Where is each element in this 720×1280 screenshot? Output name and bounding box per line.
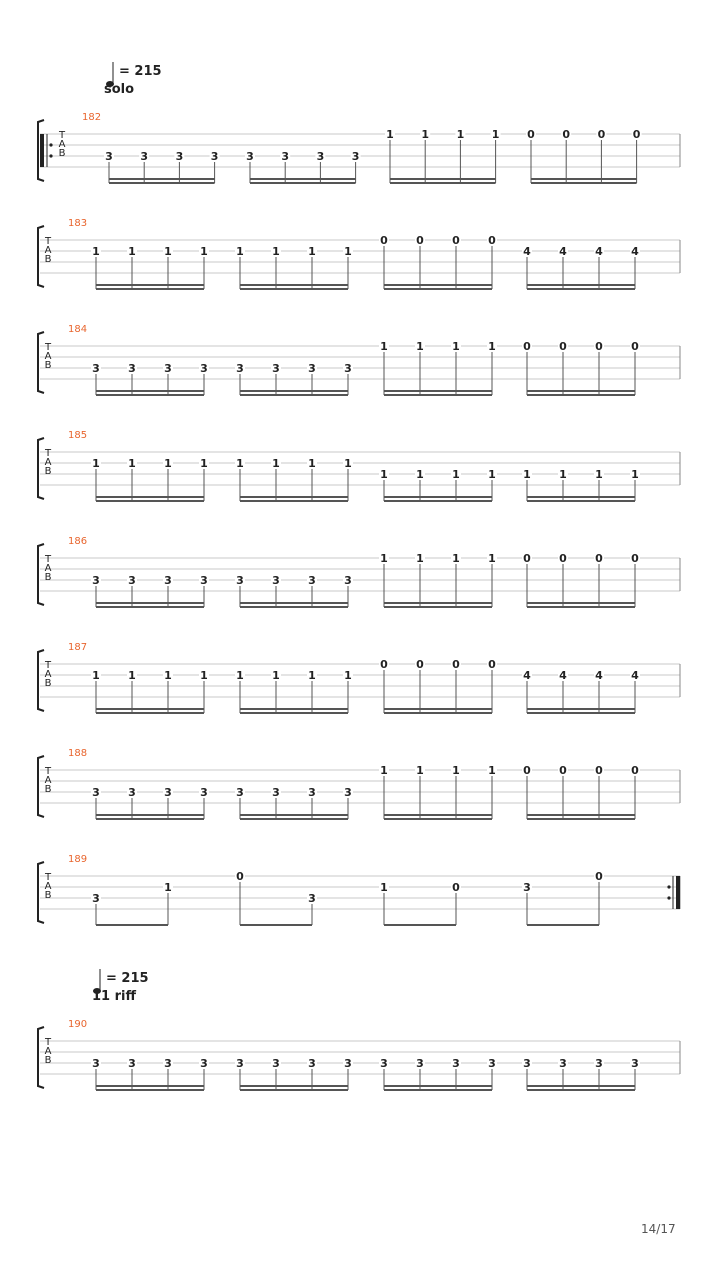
tab-clef-letter: B — [44, 254, 52, 265]
tab-clef-letter: A — [44, 881, 52, 892]
tab-system-188 — [38, 748, 680, 820]
fret-number: 1 — [452, 552, 460, 565]
measure-number: 184 — [68, 324, 88, 335]
fret-number: 1 — [200, 457, 208, 470]
fret-number: 0 — [597, 128, 606, 141]
fret-number: 1 — [344, 457, 352, 470]
fret-number: 3 — [308, 1057, 316, 1070]
fret-number: 3 — [164, 786, 172, 799]
fret-number: 1 — [272, 669, 280, 682]
note-beam — [531, 182, 637, 184]
tab-system-183 — [38, 218, 680, 290]
note-beam — [240, 606, 348, 608]
fret-number: 3 — [308, 574, 316, 587]
fret-number: 3 — [128, 1057, 136, 1070]
tab-system-189 — [38, 854, 680, 926]
note-beam — [527, 924, 599, 926]
fret-number: 3 — [92, 362, 100, 375]
tab-system-182 — [38, 112, 680, 184]
tab-clef-letter: B — [58, 148, 66, 159]
fret-number: 3 — [559, 1057, 567, 1070]
note-beam — [384, 500, 492, 502]
fret-number: 3 — [344, 362, 352, 375]
tab-clef-letter: T — [44, 236, 52, 247]
note-beam — [240, 500, 348, 502]
fret-number: 0 — [595, 870, 603, 883]
fret-number: 4 — [631, 245, 639, 258]
tab-clef-letter: T — [44, 766, 52, 777]
fret-number: 1 — [380, 552, 388, 565]
note-beam — [384, 712, 492, 714]
section-label: solo — [104, 82, 135, 97]
fret-number: 3 — [92, 1057, 100, 1070]
fret-number: 1 — [416, 468, 424, 481]
fret-number: 1 — [236, 669, 244, 682]
beam-group — [91, 881, 173, 926]
note-beam — [390, 178, 496, 180]
fret-number: 3 — [316, 150, 325, 163]
note-beam — [531, 178, 637, 180]
fret-number: 1 — [488, 468, 496, 481]
beam-group — [522, 245, 640, 290]
repeat-dot — [49, 154, 52, 157]
fret-number: 3 — [175, 150, 184, 163]
beam-group — [379, 881, 461, 926]
fret-number: 3 — [140, 150, 149, 163]
note-beam — [96, 284, 204, 286]
tempo-marking — [104, 62, 162, 97]
note-beam — [96, 500, 204, 502]
fret-number: 3 — [344, 786, 352, 799]
fret-number: 0 — [416, 234, 424, 247]
beam-group — [235, 669, 353, 714]
fret-number: 3 — [200, 786, 208, 799]
fret-number: 1 — [452, 340, 460, 353]
fret-number: 4 — [559, 245, 567, 258]
note-beam — [240, 394, 348, 396]
note-beam — [96, 818, 204, 820]
fret-number: 1 — [344, 245, 352, 258]
fret-number: 3 — [344, 574, 352, 587]
note-beam — [384, 1085, 492, 1087]
fret-number: 3 — [523, 881, 531, 894]
fret-number: 4 — [523, 245, 531, 258]
note-beam — [384, 288, 492, 290]
fret-number: 3 — [164, 1057, 172, 1070]
system-bracket — [38, 862, 44, 923]
note-beam — [96, 924, 168, 926]
note-beam — [384, 284, 492, 286]
note-beam — [527, 496, 635, 498]
fret-number: 1 — [416, 552, 424, 565]
fret-number: 1 — [308, 245, 316, 258]
tab-clef-letter: T — [44, 448, 52, 459]
page-number: 14/17 — [641, 1222, 676, 1236]
tempo-marking — [92, 969, 149, 1004]
fret-number: 3 — [128, 362, 136, 375]
fret-number: 1 — [308, 669, 316, 682]
repeat-start-thick-bar — [40, 134, 44, 167]
fret-number: 3 — [164, 362, 172, 375]
system-bracket — [38, 756, 44, 817]
note-beam — [109, 182, 215, 184]
fret-number: 1 — [452, 468, 460, 481]
note-beam — [384, 606, 492, 608]
fret-number: 1 — [164, 245, 172, 258]
system-bracket — [38, 544, 44, 605]
tab-clef-letter: A — [44, 563, 52, 574]
fret-number: 0 — [523, 764, 531, 777]
tab-clef-letter: T — [44, 1037, 52, 1048]
fret-number: 1 — [421, 128, 430, 141]
fret-number: 1 — [308, 457, 316, 470]
tab-clef-letter: T — [58, 130, 66, 141]
fret-number: 1 — [164, 457, 172, 470]
fret-number: 0 — [562, 128, 571, 141]
fret-number: 1 — [380, 764, 388, 777]
tab-clef-letter: T — [44, 660, 52, 671]
beam-group — [91, 245, 209, 290]
note-beam — [527, 602, 635, 604]
fret-number: 1 — [92, 245, 100, 258]
repeat-dot — [667, 896, 670, 899]
note-beam — [240, 924, 312, 926]
fret-number: 3 — [452, 1057, 460, 1070]
fret-number: 0 — [236, 870, 244, 883]
fret-number: 1 — [488, 764, 496, 777]
fret-number: 3 — [308, 362, 316, 375]
beam-group — [235, 245, 353, 290]
fret-number: 4 — [559, 669, 567, 682]
tab-clef-letter: B — [44, 360, 52, 371]
fret-number: 3 — [344, 1057, 352, 1070]
tab-clef-letter: B — [44, 466, 52, 477]
note-beam — [109, 178, 215, 180]
measure-number: 183 — [68, 218, 88, 229]
fret-number: 3 — [272, 1057, 280, 1070]
fret-number: 1 — [236, 457, 244, 470]
note-beam — [384, 394, 492, 396]
repeat-dot — [667, 885, 670, 888]
fret-number: 4 — [595, 245, 603, 258]
tab-clef-letter: A — [58, 139, 66, 150]
system-bracket — [38, 438, 44, 499]
system-bracket — [38, 226, 44, 287]
beam-group — [522, 669, 640, 714]
fret-number: 3 — [236, 1057, 244, 1070]
fret-number: 0 — [452, 881, 460, 894]
fret-number: 3 — [272, 574, 280, 587]
fret-number: 1 — [344, 669, 352, 682]
note-beam — [96, 1089, 204, 1091]
tab-system-185 — [38, 430, 680, 502]
note-beam — [527, 814, 635, 816]
tab-clef-letter: B — [44, 784, 52, 795]
system-bracket — [38, 650, 44, 711]
note-beam — [240, 284, 348, 286]
note-beam — [527, 394, 635, 396]
fret-number: 3 — [236, 574, 244, 587]
tab-clef-letter: A — [44, 457, 52, 468]
fret-number: 0 — [523, 340, 531, 353]
fret-number: 3 — [351, 150, 360, 163]
note-beam — [240, 288, 348, 290]
note-beam — [96, 496, 204, 498]
section-label: 11 riff — [92, 989, 137, 1004]
fret-number: 0 — [632, 128, 641, 141]
fret-number: 3 — [488, 1057, 496, 1070]
measure-number: 189 — [68, 854, 88, 865]
note-beam — [240, 602, 348, 604]
note-beam — [240, 496, 348, 498]
measure-number: 182 — [82, 112, 102, 123]
fret-number: 3 — [246, 150, 254, 163]
repeat-dot — [49, 143, 52, 146]
note-beam — [240, 712, 348, 714]
fret-number: 0 — [559, 552, 567, 565]
fret-number: 0 — [559, 764, 567, 777]
fret-number: 3 — [105, 150, 113, 163]
tab-system-187 — [38, 642, 680, 714]
fret-number: 3 — [380, 1057, 388, 1070]
fret-number: 1 — [595, 468, 603, 481]
note-beam — [240, 1089, 348, 1091]
note-beam — [527, 1089, 635, 1091]
fret-number: 0 — [452, 658, 460, 671]
fret-number: 1 — [380, 881, 388, 894]
note-beam — [240, 708, 348, 710]
fret-number: 3 — [272, 786, 280, 799]
tab-clef-letter: T — [44, 342, 52, 353]
fret-number: 1 — [488, 552, 496, 565]
fret-number: 1 — [92, 669, 100, 682]
tempo-value: = 215 — [119, 64, 162, 79]
fret-number: 1 — [272, 457, 280, 470]
fret-number: 3 — [164, 574, 172, 587]
fret-number: 3 — [595, 1057, 603, 1070]
fret-number: 3 — [200, 362, 208, 375]
note-beam — [96, 602, 204, 604]
tab-clef-letter: B — [44, 1055, 52, 1066]
fret-number: 1 — [559, 468, 567, 481]
fret-number: 1 — [92, 457, 100, 470]
note-beam — [96, 606, 204, 608]
note-beam — [96, 712, 204, 714]
note-beam — [527, 818, 635, 820]
fret-number: 0 — [559, 340, 567, 353]
fret-number: 0 — [631, 552, 639, 565]
tab-clef-letter: B — [44, 678, 52, 689]
fret-number: 3 — [631, 1057, 639, 1070]
note-beam — [250, 182, 356, 184]
fret-number: 3 — [308, 786, 316, 799]
fret-number: 0 — [488, 234, 496, 247]
fret-number: 3 — [92, 786, 100, 799]
tab-system-190 — [38, 1019, 680, 1091]
fret-number: 4 — [631, 669, 639, 682]
tab-clef-letter: A — [44, 245, 52, 256]
note-beam — [240, 818, 348, 820]
system-bracket — [38, 332, 44, 393]
fret-number: 1 — [272, 245, 280, 258]
tab-system-184 — [38, 324, 680, 396]
note-beam — [527, 708, 635, 710]
fret-number: 0 — [631, 764, 639, 777]
fret-number: 0 — [527, 128, 535, 141]
note-beam — [527, 606, 635, 608]
fret-number: 0 — [631, 340, 639, 353]
tab-clef-letter: T — [44, 554, 52, 565]
fret-number: 0 — [595, 552, 603, 565]
fret-number: 3 — [236, 362, 244, 375]
note-beam — [240, 814, 348, 816]
fret-number: 3 — [92, 574, 100, 587]
fret-number: 1 — [631, 468, 639, 481]
measure-number: 188 — [68, 748, 88, 759]
repeat-end-thick-bar — [676, 876, 680, 909]
fret-number: 1 — [380, 468, 388, 481]
beam-group — [91, 457, 209, 502]
tab-clef-letter: A — [44, 669, 52, 680]
fret-number: 3 — [416, 1057, 424, 1070]
note-beam — [384, 496, 492, 498]
note-beam — [240, 390, 348, 392]
note-beam — [527, 500, 635, 502]
fret-number: 1 — [491, 128, 500, 141]
fret-number: 1 — [200, 669, 208, 682]
tab-system-186 — [38, 536, 680, 608]
note-beam — [96, 288, 204, 290]
fret-number: 1 — [128, 457, 136, 470]
fret-number: 1 — [456, 128, 465, 141]
fret-number: 1 — [200, 245, 208, 258]
note-beam — [96, 394, 204, 396]
note-beam — [384, 814, 492, 816]
fret-number: 3 — [523, 1057, 531, 1070]
fret-number: 3 — [200, 574, 208, 587]
fret-number: 1 — [380, 340, 388, 353]
note-beam — [96, 390, 204, 392]
tab-clef-letter: A — [44, 775, 52, 786]
measure-number: 190 — [68, 1019, 88, 1030]
note-beam — [96, 814, 204, 816]
fret-number: 1 — [416, 764, 424, 777]
tab-clef-letter: B — [44, 890, 52, 901]
fret-number: 3 — [92, 892, 100, 905]
note-beam — [384, 708, 492, 710]
fret-number: 1 — [128, 245, 136, 258]
note-beam — [96, 708, 204, 710]
fret-number: 3 — [272, 362, 280, 375]
fret-number: 3 — [128, 786, 136, 799]
fret-number: 1 — [523, 468, 531, 481]
note-beam — [250, 178, 356, 180]
note-beam — [527, 1085, 635, 1087]
fret-number: 3 — [236, 786, 244, 799]
fret-number: 3 — [308, 892, 316, 905]
tab-clef-letter: B — [44, 572, 52, 583]
tempo-value: = 215 — [106, 971, 149, 986]
fret-number: 0 — [595, 764, 603, 777]
fret-number: 1 — [452, 764, 460, 777]
fret-number: 1 — [236, 245, 244, 258]
note-beam — [240, 1085, 348, 1087]
fret-number: 0 — [416, 658, 424, 671]
fret-number: 1 — [128, 669, 136, 682]
note-beam — [390, 182, 496, 184]
tab-clef-letter: T — [44, 872, 52, 883]
fret-number: 3 — [200, 1057, 208, 1070]
fret-number: 0 — [488, 658, 496, 671]
tab-clef-letter: A — [44, 351, 52, 362]
beam-group — [235, 457, 353, 502]
fret-number: 3 — [210, 150, 219, 163]
fret-number: 1 — [164, 669, 172, 682]
note-beam — [384, 390, 492, 392]
measure-number: 185 — [68, 430, 88, 441]
fret-number: 1 — [164, 881, 172, 894]
fret-number: 0 — [380, 658, 388, 671]
fret-number: 1 — [416, 340, 424, 353]
fret-number: 4 — [595, 669, 603, 682]
fret-number: 0 — [523, 552, 531, 565]
note-beam — [384, 818, 492, 820]
note-beam — [384, 1089, 492, 1091]
fret-number: 3 — [281, 150, 290, 163]
fret-number: 0 — [380, 234, 388, 247]
fret-number: 3 — [128, 574, 136, 587]
measure-number: 186 — [68, 536, 88, 547]
note-beam — [96, 1085, 204, 1087]
fret-number: 1 — [386, 128, 394, 141]
fret-number: 4 — [523, 669, 531, 682]
note-beam — [527, 712, 635, 714]
system-bracket — [38, 1027, 44, 1088]
tab-clef-letter: A — [44, 1046, 52, 1057]
note-beam — [384, 602, 492, 604]
note-beam — [527, 284, 635, 286]
note-beam — [527, 288, 635, 290]
beam-group — [91, 669, 209, 714]
measure-number: 187 — [68, 642, 88, 653]
fret-number: 0 — [595, 340, 603, 353]
fret-number: 1 — [488, 340, 496, 353]
fret-number: 0 — [452, 234, 460, 247]
note-beam — [384, 924, 456, 926]
note-beam — [527, 390, 635, 392]
